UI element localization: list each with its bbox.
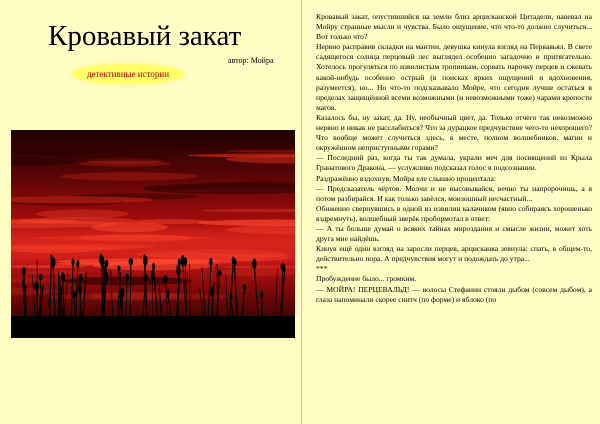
story-paragraph: — А ты больше думай о всяких тайнах мироздания и смысле жизни, может хоть друга мне найдёшь. bbox=[316, 223, 592, 244]
story-paragraph: Кинув ещё один взгляд на заросли перцев, арцисканка зевнула: спать, в общем-то, действительно пора. А предчувствия могут и подождать до утра... bbox=[316, 244, 592, 264]
author-label: автор: Мойра bbox=[228, 56, 274, 65]
story-paragraph: Обиженно свернувшись в одной из извилин калачиком (явно собираясь хорошенько вздремнуть), волшебный зверёк пробормотал в ответ: bbox=[316, 203, 592, 223]
reed-head bbox=[79, 273, 83, 282]
reed-head bbox=[217, 270, 222, 276]
reed-head bbox=[117, 265, 120, 271]
story-paragraph: *** bbox=[316, 264, 328, 274]
reed-head bbox=[125, 273, 129, 280]
reed-head bbox=[76, 260, 79, 268]
cloud-streak bbox=[36, 209, 129, 218]
book-title: Кровавый закат bbox=[48, 20, 242, 52]
reed-head bbox=[152, 263, 155, 270]
right-page bbox=[302, 0, 600, 424]
reed-head bbox=[104, 260, 108, 268]
reed-head bbox=[163, 275, 167, 284]
cloud-streak bbox=[79, 161, 170, 167]
genre-badge bbox=[72, 64, 184, 84]
reed-head bbox=[78, 283, 82, 294]
story-paragraph: — Последний раз, когда ты так думала, украли меч для посвящений из Крыла Гранатового Дракона, — услужливо подсказал голос в подсознании. bbox=[316, 153, 592, 173]
reed-head bbox=[39, 273, 43, 280]
story-paragraph: Пробуждение было... громким. bbox=[316, 274, 417, 284]
reed-head bbox=[34, 281, 39, 291]
reed-head bbox=[121, 288, 124, 299]
story-text bbox=[316, 12, 592, 305]
reed-head bbox=[129, 258, 134, 265]
reed-head bbox=[183, 257, 187, 266]
story-paragraph: Казалось бы, ну закат, да. Ну, необычный цвет, да. Только отчего так невозможно нервно и никак не расслабиться? Что за дурацкое предчувствие чего-то нехорошего? Что вообще может случиться здесь, в месте, полном волшебников, магии и окружённом неприступными горами? bbox=[316, 112, 592, 153]
reed-head bbox=[209, 258, 212, 267]
cloud-streak bbox=[60, 172, 197, 180]
reed-head bbox=[103, 266, 106, 274]
ground-silhouette bbox=[11, 316, 295, 338]
reed-head bbox=[252, 258, 256, 269]
reed-head bbox=[72, 291, 76, 298]
reed-head bbox=[24, 285, 27, 292]
sunset-illustration bbox=[11, 130, 295, 338]
story-paragraph: Нервно расправив складки на мантии, девушка кинула взгляд на Первавьял. В свете садящегося солнца перцовый лес выглядел особенно загадочно и притягательно. Хотелось прогуляться по извилистым тропинкам, сорвать парочку перцев и сжевать какой-нибудь особенно острый (в поисках ярких ощущений и вдохновения, разумеется), но... Но что-то подсказывало Мойре, что сегодня лучше остаться в пределах защищённой всеми возможными (и невозможными тоже) чарами крепости магов. bbox=[316, 42, 592, 112]
story-paragraph: — Предсказатель чёртов. Молчи и не высовывайся, вечно ты напророчишь, а я потом разбирайся. И как только завёлся, моизошный несчастный... bbox=[316, 183, 592, 203]
reed-head bbox=[101, 256, 104, 267]
story-paragraph: Кровавый закат, опустившийся на земли близ арцисканской Цитадели, навевал на Мойру странные мысли и чувства. Было ощущение, что что-то должно случиться... Вот только что? bbox=[316, 12, 592, 42]
reed-head bbox=[283, 266, 285, 273]
story-paragraph: Раздражённо вздохнув, Мойра еле слышно процептала: bbox=[316, 173, 496, 183]
reed-head bbox=[143, 254, 146, 265]
sunset-image bbox=[11, 130, 295, 338]
reed-head bbox=[51, 257, 55, 267]
reed-head bbox=[22, 267, 26, 276]
reed-head bbox=[176, 264, 180, 276]
reed-head bbox=[232, 258, 236, 267]
reed-head bbox=[229, 293, 232, 300]
reed-head bbox=[60, 285, 63, 296]
genre-label: детективные истории bbox=[86, 69, 170, 79]
reed-head bbox=[210, 286, 214, 297]
reed-head bbox=[243, 284, 247, 290]
reed-head bbox=[61, 272, 65, 282]
reed-head bbox=[260, 292, 263, 299]
reed-head bbox=[72, 258, 75, 266]
reed-head bbox=[167, 289, 170, 299]
story-paragraph: — МОЙРА! ПЕРЦЕВАЛЬД! — волосы Стефании стояли дыбом (совсем дыбом), а глаза напоминали скорее снитч (по форме) и яблоко (по bbox=[316, 284, 592, 304]
